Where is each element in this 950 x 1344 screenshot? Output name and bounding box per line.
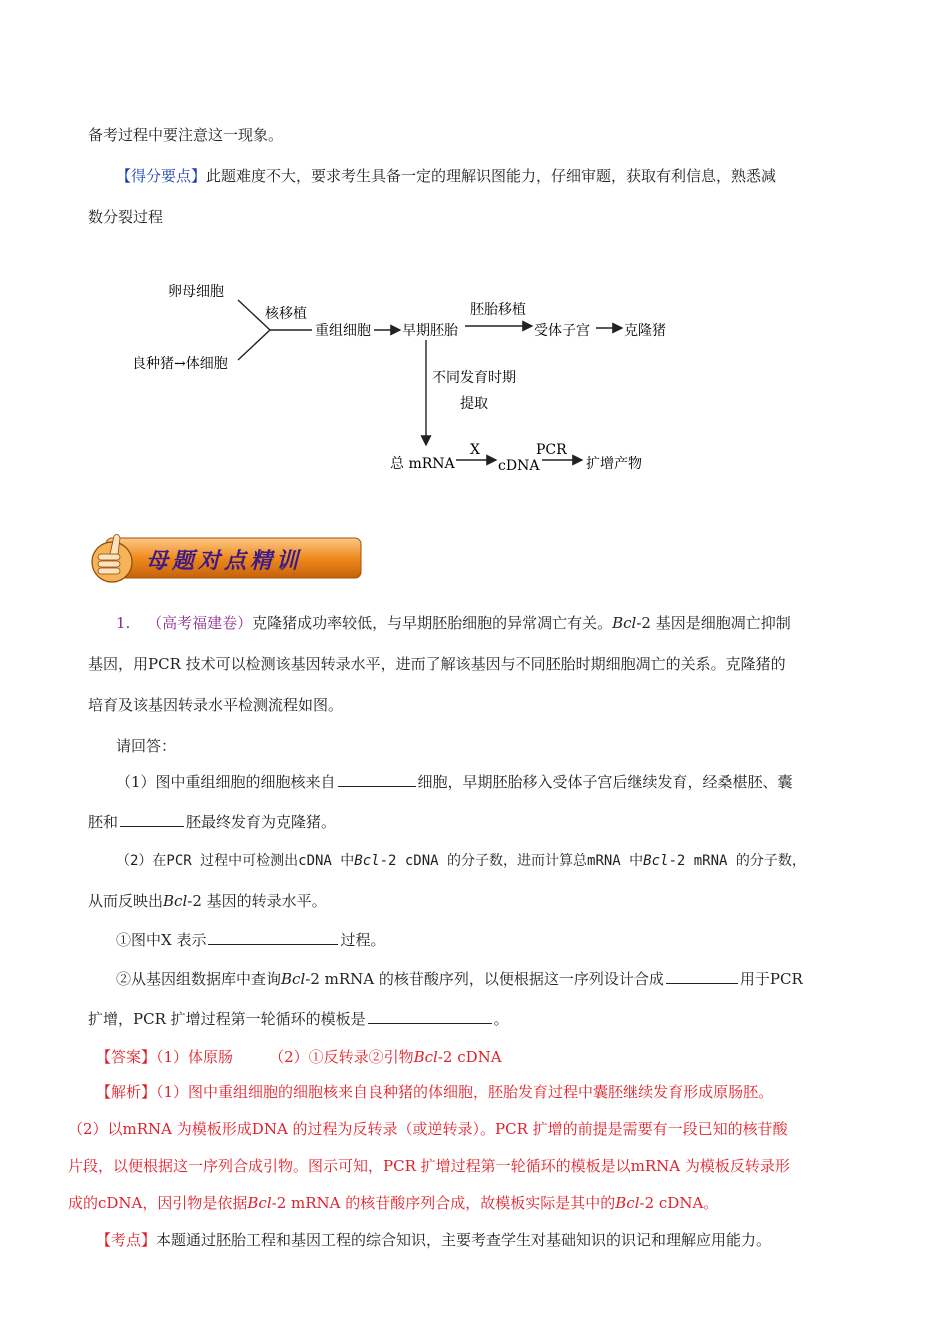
answer-part-2b: cDNA — [452, 1048, 502, 1066]
sub-question-2-cont — [88, 890, 327, 911]
gene-suffix: -2 — [639, 1194, 655, 1212]
sub-q21-text-a: ①图中X 表示 — [116, 931, 207, 949]
amplified-products-label: 扩增产物 — [586, 456, 642, 472]
question-text-b: 基因是细胞凋亡抑制 — [650, 614, 791, 632]
gene-name: Bcl — [163, 892, 188, 910]
gene-name: Bcl — [615, 1194, 640, 1212]
analysis-tag: 【解析】 — [96, 1083, 157, 1101]
sub-q23-text-b: 。 — [493, 1010, 509, 1028]
analysis-text-4a: 成的cDNA，因引物是依据 — [68, 1194, 248, 1212]
gene-name: Bcl — [247, 1194, 272, 1212]
total-mrna-label: 总 mRNA — [390, 456, 455, 472]
question-line-2: 基因，用PCR 技术可以检测该基因转录水平，进而了解该基因与不同胚胎时期细胞凋亡的关系。克隆猪的 — [88, 655, 786, 673]
gene-suffix: -2 — [305, 970, 320, 988]
sub-q2-text-a: （2）在PCR 过程中可检测出cDNA 中 — [116, 853, 355, 869]
training-banner — [88, 530, 363, 586]
sub-q2-text-e: 基因的转录水平。 — [201, 892, 327, 910]
sub-question-1-cont — [88, 811, 336, 832]
answer-blank-5[interactable] — [368, 1022, 492, 1024]
sub-q23-text-a: 扩增，PCR 扩增过程第一轮循环的模板是 — [88, 1010, 366, 1028]
gene-suffix: -2 — [437, 1048, 453, 1066]
sub-q2-text-c: mRNA 的分子数， — [685, 853, 806, 869]
keypoint-text: 本题通过胚胎工程和基因工程的综合知识，主要考查学生对基础知识的识记和理解应用能力。 — [156, 1231, 772, 1249]
gene-suffix: -2 — [668, 853, 686, 869]
pcr-label: PCR — [536, 442, 567, 458]
intro-line-1: 备考过程中要注意这一现象。 — [88, 126, 284, 144]
body-cell-label: 良种猪→体细胞 — [132, 356, 228, 372]
answer-blank-3[interactable] — [208, 943, 338, 945]
gene-suffix: -2 — [636, 614, 651, 632]
analysis-line-2: （2）以mRNA 为模板形成DNA 的过程为反转录（或逆转录）。PCR 扩增的前提是需要有一段已知的核苷酸 — [68, 1120, 788, 1138]
sub-q22-text-b: mRNA 的核苷酸序列，以便根据这一序列设计合成 — [319, 970, 664, 988]
question-source: （高考福建卷） — [147, 614, 253, 632]
extract-label: 提取 — [460, 396, 488, 412]
answer-tag: 【答案】 — [96, 1048, 157, 1066]
answer-part-2: （2）①反转录②引物 — [269, 1048, 414, 1066]
analysis-line-4 — [68, 1192, 718, 1213]
sub-question-2-1 — [116, 929, 385, 950]
analysis-line-1 — [96, 1081, 773, 1102]
cloning-flow-diagram — [120, 270, 680, 480]
sub-q1-text-a: （1）图中重组细胞的细胞核来自 — [116, 773, 336, 791]
gene-name: Bcl — [281, 970, 306, 988]
merge-line-bottom — [238, 330, 270, 360]
sub-question-2 — [116, 850, 806, 870]
analysis-text-4c: cDNA。 — [654, 1194, 719, 1212]
score-points-line — [116, 165, 776, 186]
sub-q1-text-b: 细胞，早期胚胎移入受体子宫后继续发育，经桑椹胚、囊 — [417, 773, 793, 791]
sub-q2-text-b: cDNA 的分子数，进而计算总mRNA 中 — [396, 853, 644, 869]
cloned-pig-label: 克隆猪 — [624, 323, 666, 339]
question-number: 1. — [116, 614, 131, 632]
question-ask: 请回答： — [116, 737, 177, 755]
keypoint-tag: 【考点】 — [96, 1231, 157, 1249]
gene-name: Bcl — [413, 1048, 438, 1066]
recipient-uterus-label: 受体子宫 — [534, 323, 590, 339]
sub-question-1 — [116, 771, 793, 792]
answer-blank-2[interactable] — [120, 825, 184, 827]
banner-title: 母题对点精训 — [146, 548, 303, 574]
keypoint-line — [96, 1229, 771, 1250]
gene-name: Bcl — [643, 853, 669, 869]
answer-blank-4[interactable] — [666, 982, 738, 984]
question-text-a: 克隆猪成功率较低，与早期胚胎细胞的异常凋亡有关。 — [252, 614, 613, 632]
gene-name: Bcl — [354, 853, 380, 869]
stages-label: 不同发育时期 — [432, 370, 516, 386]
x-label: X — [470, 442, 480, 458]
sub-q2-text-d: 从而反映出 — [88, 892, 164, 910]
answer-line — [96, 1046, 502, 1067]
sub-q22-text-c: 用于PCR — [739, 970, 803, 988]
gene-name: Bcl — [612, 614, 637, 632]
analysis-line-3: 片段，以便根据这一序列合成引物。图示可知，PCR 扩增过程第一轮循环的模板是以mRNA 为模板反转录形 — [68, 1157, 790, 1175]
analysis-text-4b: mRNA 的核苷酸序列合成，故模板实际是其中的 — [286, 1194, 616, 1212]
sub-q21-text-b: 过程。 — [340, 931, 386, 949]
answer-blank-1[interactable] — [338, 785, 416, 787]
early-embryo-label: 早期胚胎 — [402, 323, 458, 339]
egg-cell-label: 卵母细胞 — [168, 284, 224, 300]
recombinant-cell-label: 重组细胞 — [315, 323, 371, 339]
sub-q1-text-c: 胚和 — [88, 813, 119, 831]
gene-suffix: -2 — [187, 892, 202, 910]
analysis-text-1: （1）图中重组细胞的细胞核来自良种猪的体细胞，胚胎发育过程中囊胚继续发育形成原肠胚。 — [156, 1083, 774, 1101]
score-points-tag: 【得分要点】 — [116, 167, 207, 185]
sub-question-2-3 — [88, 1008, 509, 1029]
answer-part-1: （1）体原肠 — [156, 1048, 234, 1066]
nuclear-transfer-label: 核移植 — [265, 306, 307, 322]
cdna-label: cDNA — [498, 458, 540, 474]
question-line-1 — [116, 612, 791, 633]
intro-line-3: 数分裂过程 — [88, 208, 164, 226]
gene-suffix: -2 — [271, 1194, 287, 1212]
question-line-3: 培育及该基因转录水平检测流程如图。 — [88, 696, 344, 714]
score-points-text: 此题难度不大，要求考生具备一定的理解识图能力，仔细审题，获取有利信息，熟悉减 — [206, 167, 777, 185]
sub-q22-text-a: ②从基因组数据库中查询 — [116, 970, 282, 988]
sub-question-2-2 — [116, 968, 803, 989]
gene-suffix: -2 — [379, 853, 397, 869]
embryo-transfer-label: 胚胎移植 — [470, 302, 526, 318]
sub-q1-text-d: 胚最终发育为克隆猪。 — [186, 813, 337, 831]
